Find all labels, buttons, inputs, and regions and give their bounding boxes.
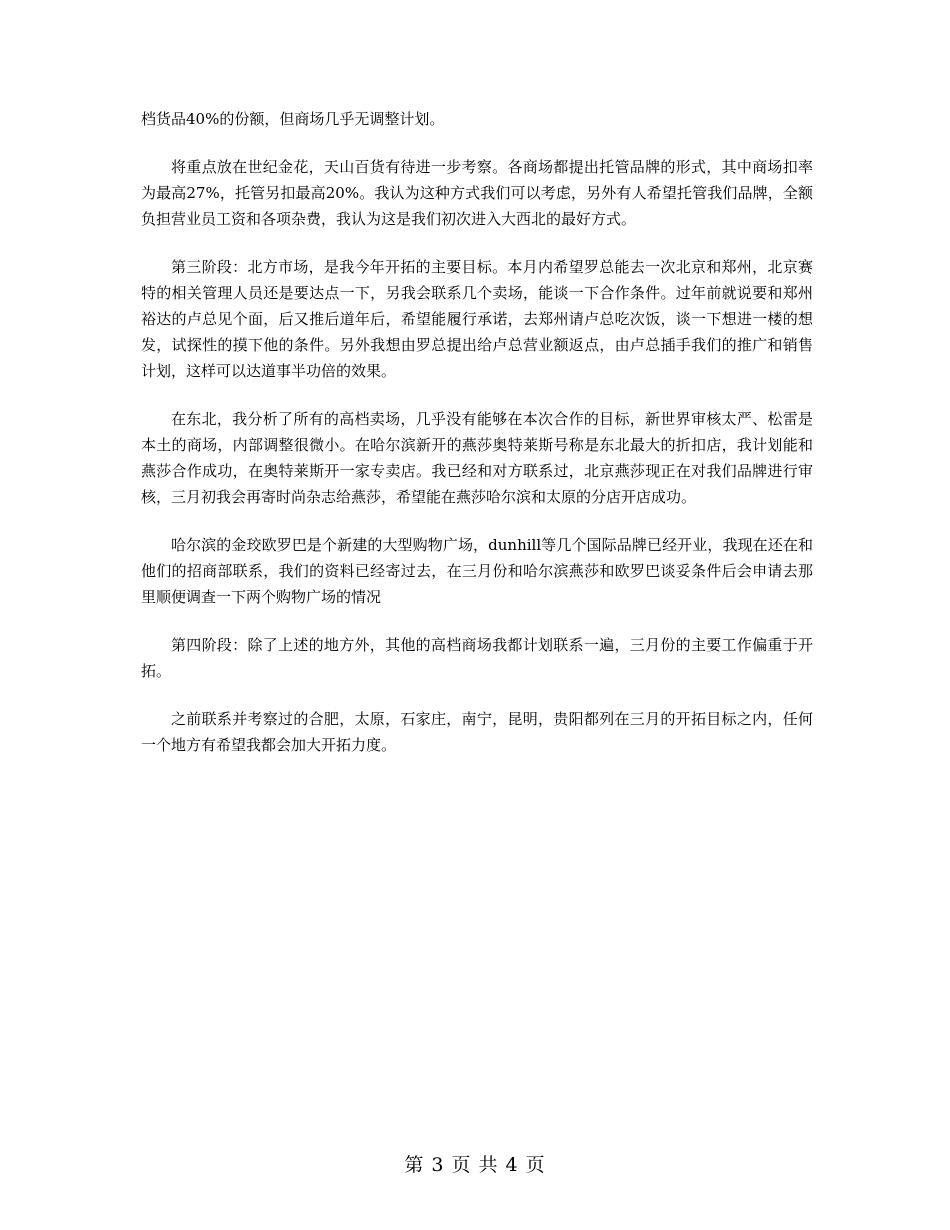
page-number-footer: 第 3 页 共 4 页 xyxy=(404,1154,546,1176)
paragraph-1: 档货品40%的份额，但商场几乎无调整计划。 xyxy=(141,110,445,128)
paragraph-6: 第四阶段：除了上述的地方外，其他的高档商场我都计划联系一遍，三月份的主要工作偏重于开拓。 xyxy=(141,636,813,680)
paragraph-3: 第三阶段：北方市场，是我今年开拓的主要目标。本月内希望罗总能去一次北京和郑州，北京赛特的相关管理人员还是要达点一下，另我会联系几个卖场，能谈一下合作条件。过年前就说要和郑州裕达的卢总见个面，后又推后道年后，希望能履行承诺，去郑州请卢总吃次饭，谈一下想进一楼的想发，试探性的摸下他的条件。另外我想由罗总提出给卢总营业额返点，由卢总插手我们的推广和销售计划，这样可以达道事半功倍的效果。 xyxy=(141,258,813,380)
paragraph-2: 将重点放在世纪金花，天山百货有待进一步考察。各商场都提出托管品牌的形式，其中商场扣率为最高27%，托管另扣最高20%。我认为这种方式我们可以考虑，另外有人希望托管我们品牌，全额负担营业员工资和各项杂费，我认为这是我们初次进入大西北的最好方式。 xyxy=(141,158,813,228)
document-body xyxy=(141,106,813,780)
paragraph-5: 哈尔滨的金珓欧罗巴是个新建的大型购物广场，dunhill等几个国际品牌已经开业，我现在还在和他们的招商部联系，我们的资料已经寄过去，在三月份和哈尔滨燕莎和欧罗巴谈妥条件后会申请去那里顺便调查一下两个购物广场的情况 xyxy=(141,536,813,606)
paragraph-4: 在东北，我分析了所有的高档卖场，几乎没有能够在本次合作的目标，新世界审核太严、松雷是本土的商场，内部调整很微小。在哈尔滨新开的燕莎奥特莱斯号称是东北最大的折扣店，我计划能和燕莎合作成功，在奥特莱斯开一家专卖店。我已经和对方联系过，北京燕莎现正在对我们品牌进行审核，三月初我会再寄时尚杂志给燕莎，希望能在燕莎哈尔滨和太原的分店开店成功。 xyxy=(141,410,813,506)
paragraph-7: 之前联系并考察过的合肥，太原，石家庄，南宁，昆明，贵阳都列在三月的开拓目标之内，任何一个地方有希望我都会加大开拓力度。 xyxy=(141,710,813,754)
